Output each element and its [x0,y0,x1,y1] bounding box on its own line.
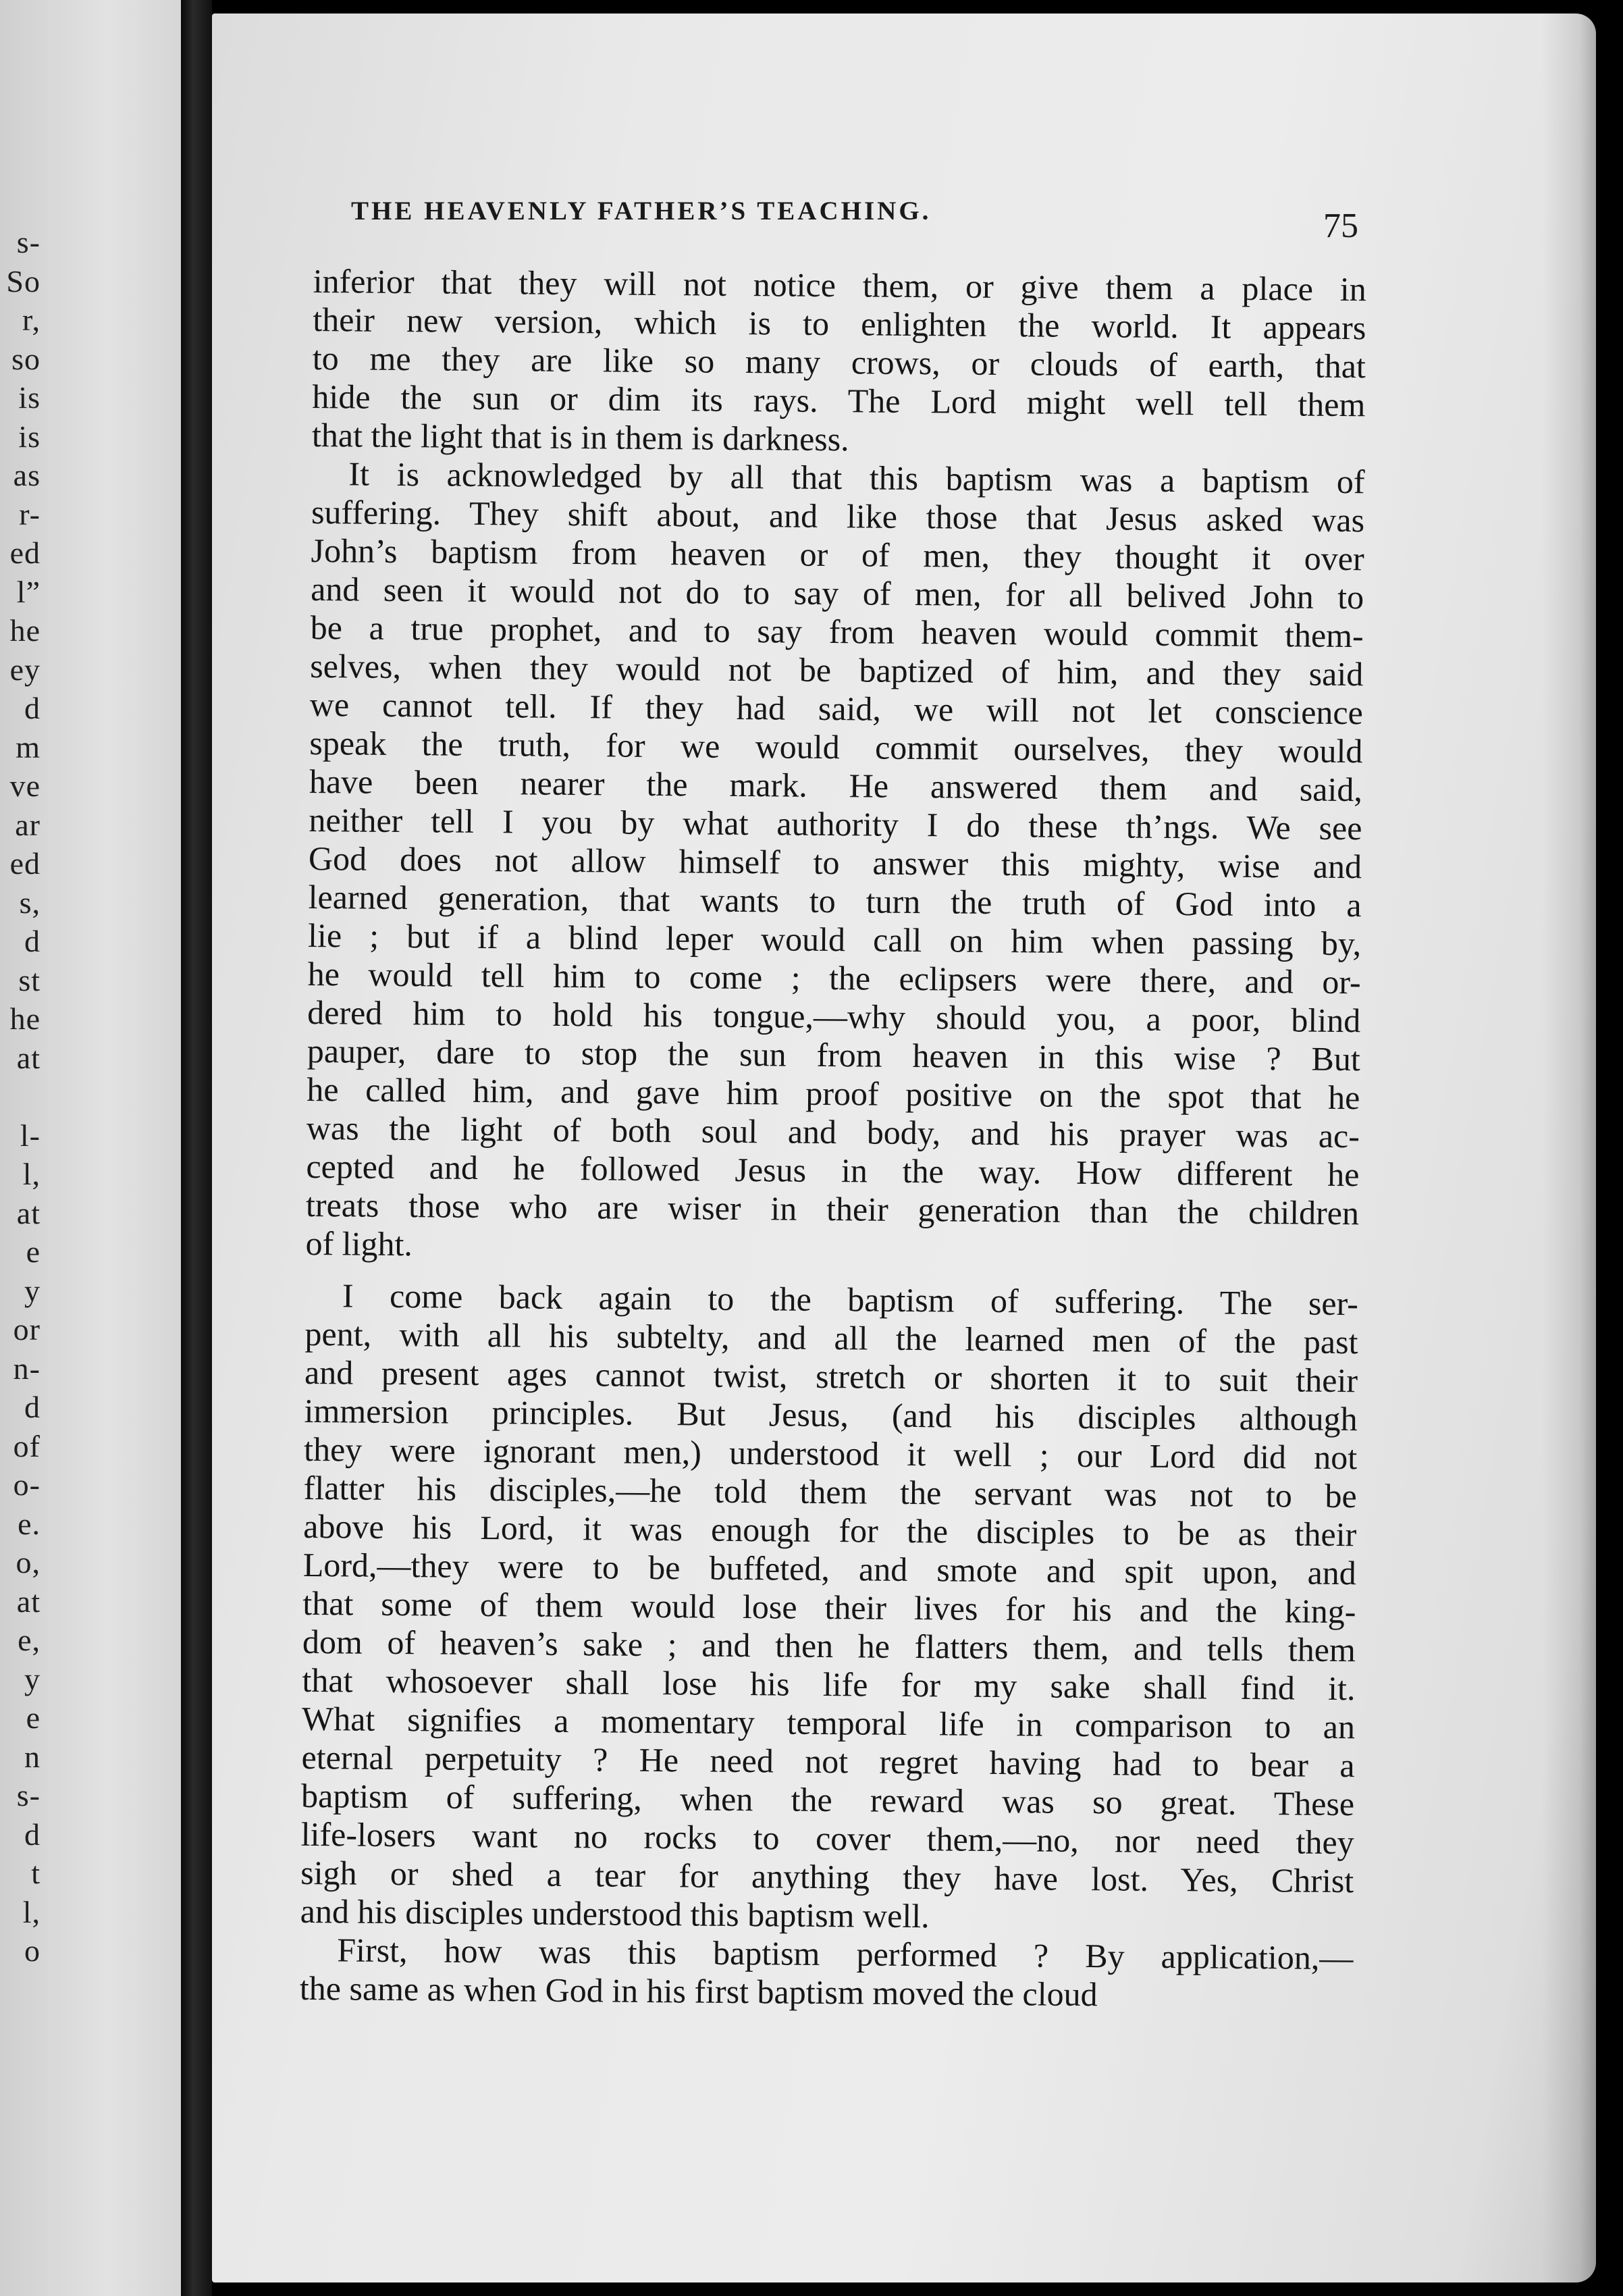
text-line: learned generation, that wants to turn the truth of God into a [308,877,1362,924]
text-line: be a true prophet, and to say from heaven would commit them- [310,608,1364,655]
text-line: we cannot tell. If they had said, we will not let conscience [309,685,1364,732]
facing-page-text-fragments [0,223,41,1971]
facing-page-fragment: r, [22,303,41,337]
text-line: they were ignorant men,) understood it well ; our Lord did not [303,1430,1358,1477]
facing-page-fragment: ar [15,807,41,842]
text-line: suffering. They shift about, and like those that Jesus asked was [311,492,1365,540]
text-line: of light. [305,1224,413,1263]
facing-page-fragment: is [18,380,41,415]
text-line: that some of them would lose their lives for his and the king- [302,1584,1356,1631]
facing-page-fragment: ed [9,846,41,881]
facing-page-fragment: of [13,1428,41,1463]
page-edge-shadow [1542,14,1596,2282]
text-line: immersion principles. But Jesus, (and his disciples although [304,1391,1358,1438]
facing-page-fragment: l- [20,1118,41,1153]
facing-page-fragment: d [24,691,41,725]
facing-page-fragment: e [26,1700,41,1735]
running-head: THE HEAVENLY FATHER’S TEACHING. [351,197,932,226]
facing-page-fragment: ed [9,536,41,570]
text-line: speak the truth, for we would commit ourselves, they would [309,723,1363,771]
text-line: God does not allow himself to answer this mighty, wise and [308,839,1362,886]
text-line: First, how was this baptism performed ? By application,— [337,1931,1354,1977]
text-line: was the light of both soul and body, and his prayer was ac- [306,1108,1360,1155]
facing-page-fragment: d [24,1817,41,1852]
facing-page-fragment: l, [22,1894,41,1929]
facing-page-fragment: e [26,1234,41,1269]
facing-page [0,0,181,2296]
facing-page-fragment: d [24,924,41,958]
facing-page-fragment: as [13,458,41,492]
text-line: dom of heaven’s sake ; and then he flatters them, and tells them [302,1622,1356,1669]
facing-page-fragment: at [16,1584,41,1619]
text-line: cepted and he followed Jesus in the way. How different he [306,1147,1360,1194]
facing-page-fragment: s- [16,225,41,259]
facing-page-fragment: y [24,1661,41,1696]
facing-page-fragment: e, [18,1623,41,1657]
text-line: their new version, which is to enlighten the world. It appears [313,300,1366,347]
facing-page-fragment: st [18,962,41,997]
text-line: he would tell him to come ; the eclipsers were there, and or- [307,954,1361,1001]
facing-page-fragment: ve [9,768,41,803]
facing-page-fragment: n [24,1739,41,1774]
text-line: eternal perpetuity ? He need not regret having had to bear a [301,1738,1355,1785]
facing-page-fragment: l” [16,574,41,609]
facing-page-fragment: s, [19,885,41,920]
facing-page-fragment: o [24,1933,41,1968]
text-line: dered him to hold his tongue,—why should you, a poor, blind [307,993,1361,1040]
facing-page-fragment: So [6,263,41,298]
facing-page-fragment: at [16,1040,41,1075]
text-line: treats those who are wiser in their generation than the children [305,1185,1360,1232]
text-line: and seen it would not do to say of men, for all belived John to [310,569,1364,617]
facing-page-fragment: he [9,1001,41,1036]
facing-page-fragment: d [24,1390,41,1424]
text-line: Lord,—they were to be buffeted, and smote and spit upon, and [302,1545,1357,1592]
text-line: lie ; but if a blind leper would call on him when passing by, [307,916,1362,963]
text-line: and present ages cannot twist, stretch or shorten it to suit their [304,1353,1358,1400]
text-line: above his Lord, it was enough for the disciples to be as their [303,1507,1357,1554]
text-line: and his disciples understood this baptism well. [300,1891,930,1935]
page-number: 75 [1323,207,1358,245]
text-line: flatter his disciples,—he told them the servant was not to be [303,1468,1357,1515]
text-line: that the light that is in them is darkness. [311,415,849,459]
facing-page-fragment: so [11,341,41,376]
facing-page-fragment: o- [13,1467,41,1502]
text-line: John’s baptism from heaven or of men, they thought it over [311,531,1364,578]
text-line: It is acknowledged by all that this baptism was a baptism of [348,454,1365,501]
facing-page-fragment [0,1077,41,1116]
facing-page-fragment: ey [9,652,41,687]
text-line: I come back again to the baptism of suffering. The ser- [342,1276,1359,1323]
facing-page-fragment: l, [22,1157,41,1191]
facing-page-fragment: o, [16,1545,41,1580]
facing-page-fragment: at [16,1195,41,1230]
text-line: he called him, and gave him proof positive on the spot that he [307,1070,1360,1117]
body-text [300,262,1366,2016]
text-line: What signifies a momentary temporal life in comparison to an [301,1699,1356,1746]
text-line: the same as when God in his first baptism moved the cloud [299,1968,1098,2014]
text-line: have been nearer the mark. He answered them and said, [309,762,1363,809]
facing-page-fragment: or [13,1312,41,1347]
text-line: hide the sun or dim its rays. The Lord might well tell them [312,377,1366,424]
facing-page-fragment: m [16,729,41,764]
facing-page-fragment: t [31,1856,41,1890]
facing-page-fragment: r- [19,496,41,531]
facing-page-fragment: n- [13,1351,41,1386]
text-line: sigh or shed a tear for anything they have lost. Yes, Christ [300,1853,1354,1900]
text-line: pent, with all his subtelty, and all the learned men of the past [304,1314,1358,1361]
text-line: life-losers want no rocks to cover them,—no, nor need they [300,1815,1354,1862]
text-line: inferior that they will not notice them, or give them a place in [313,262,1366,309]
text-line: pauper, dare to stop the sun from heaven in this wise ? But [307,1031,1360,1078]
facing-page-fragment: is [18,419,41,454]
facing-page-fragment: he [9,613,41,648]
text-line: selves, when they would not be baptized of him, and they said [310,646,1364,694]
text-line: neither tell I you by what authority I do these th’ngs. We see [309,800,1362,847]
text-line: to me they are like so many crows, or clouds of earth, that [312,338,1366,386]
facing-page-fragment: e. [18,1506,41,1541]
book-gutter [181,0,212,2296]
text-line: baptism of suffering, when the reward was so great. These [300,1776,1355,1823]
facing-page-fragment: y [24,1273,41,1308]
facing-page-fragment: s- [16,1778,41,1812]
text-line: that whosoever shall lose his life for my sake shall find it. [302,1661,1356,1708]
